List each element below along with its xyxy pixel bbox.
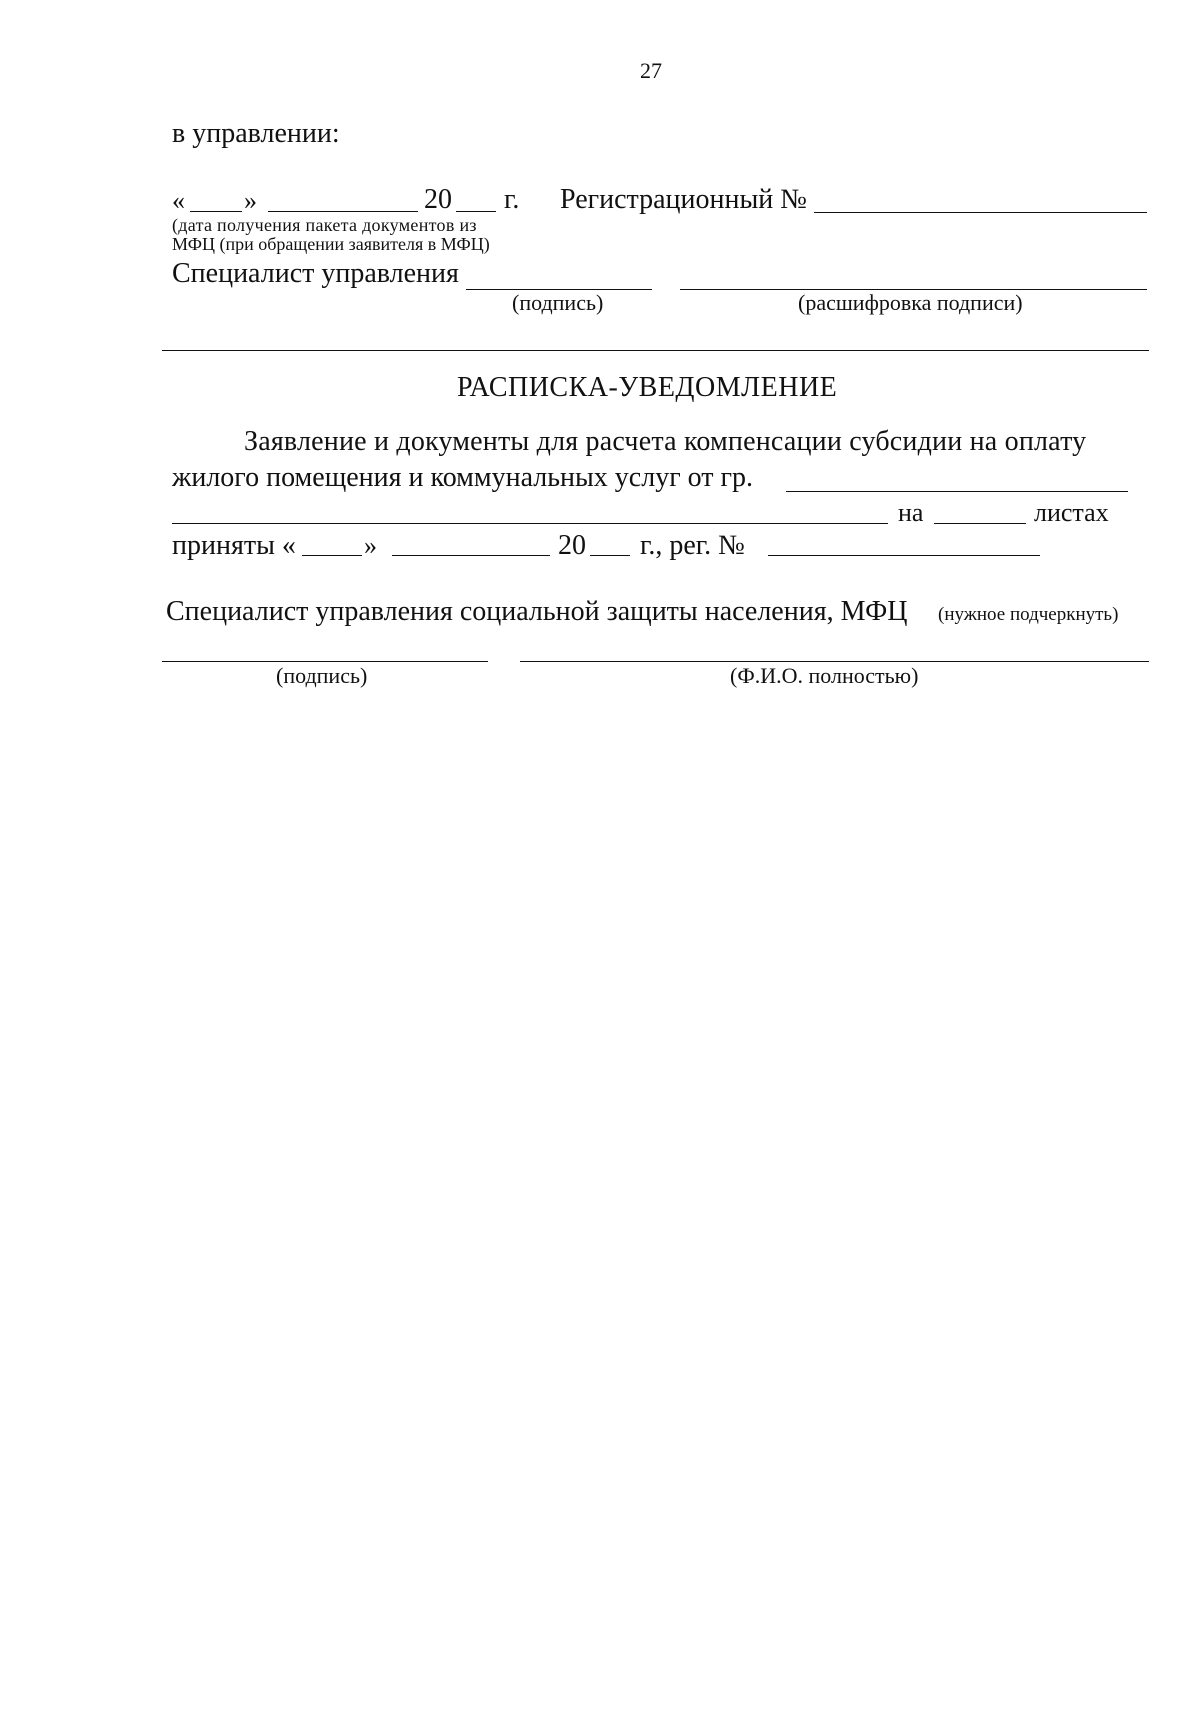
on-word: на	[898, 498, 924, 527]
accepted-day-blank[interactable]	[302, 555, 362, 556]
date-year-suffix: г.	[504, 184, 520, 215]
receipt-paragraph-line1: Заявление и документы для расчета компенсации субсидии на оплату	[244, 426, 1087, 457]
accepted-label: приняты «	[172, 530, 296, 561]
date-day-blank[interactable]	[190, 211, 242, 212]
registration-number-label: Регистрационный №	[560, 184, 807, 215]
receipt-fio-blank[interactable]	[520, 661, 1149, 662]
date-month-blank[interactable]	[268, 211, 418, 212]
section-divider	[162, 350, 1149, 351]
sheets-count-blank[interactable]	[934, 523, 1026, 524]
date-close-quote: »	[244, 186, 257, 215]
specialist-label: Специалист управления	[172, 258, 459, 289]
receipt-specialist-line: Специалист управления социальной защиты населения, МФЦ	[166, 596, 908, 627]
sheets-word: листах	[1034, 498, 1109, 527]
signature-caption: (подпись)	[512, 290, 604, 315]
applicant-name-blank-continued[interactable]	[172, 523, 888, 524]
page-number: 27	[640, 58, 662, 83]
date-note-line2: МФЦ (при обращении заявителя в МФЦ)	[172, 234, 490, 254]
receipt-paragraph-line2: жилого помещения и коммунальных услуг от гр.	[172, 462, 754, 493]
receipt-fio-caption: (Ф.И.О. полностью)	[730, 663, 919, 688]
applicant-name-blank[interactable]	[786, 491, 1128, 492]
date-year-prefix: 20	[424, 184, 452, 215]
date-year-blank[interactable]	[456, 211, 496, 212]
signature-decoding-caption: (расшифровка подписи)	[798, 290, 1023, 315]
accepted-close-quote: »	[364, 531, 377, 560]
receipt-title: РАСПИСКА-УВЕДОМЛЕНИЕ	[457, 372, 838, 403]
registration-number-blank[interactable]	[814, 212, 1147, 213]
accepted-year-prefix: 20	[558, 530, 586, 561]
accepted-reg-number-blank[interactable]	[768, 555, 1040, 556]
receipt-specialist-note: (нужное подчеркнуть)	[938, 604, 1119, 625]
receipt-signature-caption: (подпись)	[276, 663, 368, 688]
accepted-month-blank[interactable]	[392, 555, 550, 556]
receipt-signature-blank[interactable]	[162, 661, 488, 662]
accepted-year-blank[interactable]	[590, 555, 630, 556]
date-open-quote: «	[172, 186, 185, 215]
date-note-line1: (дата получения пакета документов из	[172, 215, 477, 235]
accepted-suffix: г., рег. №	[640, 530, 745, 561]
department-heading: в управлении:	[172, 118, 340, 149]
